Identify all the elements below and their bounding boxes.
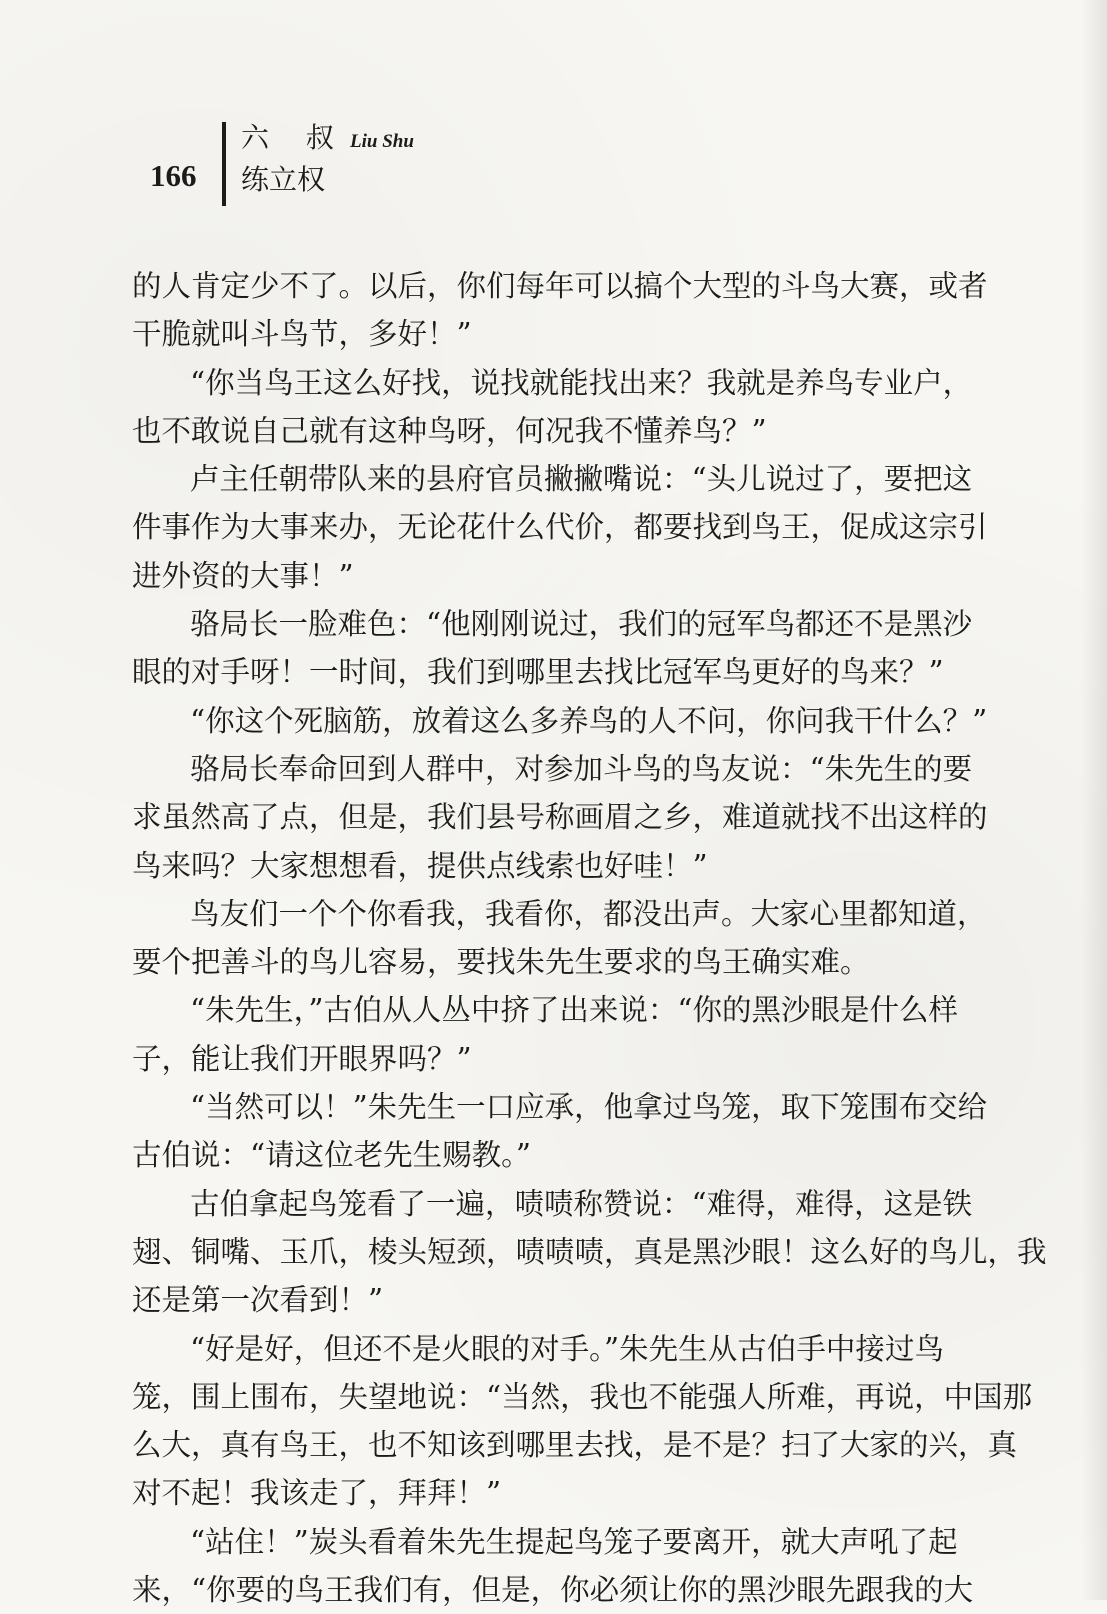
text-line: 鸟来吗？大家想想看，提供点线索也好哇！”	[132, 848, 708, 883]
text-line: 古伯说：“请这位老先生赐教。”	[132, 1138, 531, 1173]
text-line: 件事作为大事来办，无论花什么代价，都要找到鸟王，促成这宗引	[132, 510, 988, 545]
text-line: 还是第一次看到！”	[132, 1283, 384, 1318]
text-line: “你当鸟王这么好找，说找就能找出来？我就是养鸟专业户，	[190, 365, 973, 400]
text-line: 骆局长一脸难色：“他刚刚说过，我们的冠军鸟都还不是黑沙	[190, 607, 973, 642]
text-line: 鸟友们一个个你看我，我看你，都没出声。大家心里都知道，	[190, 896, 987, 931]
book-title: 六 叔	[241, 121, 348, 154]
body-text	[132, 262, 1047, 1614]
text-line: “当然可以！”朱先生一口应承，他拿过鸟笼，取下笼围布交给	[190, 1090, 988, 1125]
page-number: 166	[150, 158, 197, 193]
text-line: 的人肯定少不了。以后，你们每年可以搞个大型的斗鸟大赛，或者	[132, 269, 988, 303]
running-header	[150, 116, 490, 206]
text-line: 对不起！我该走了，拜拜！”	[132, 1476, 502, 1511]
text-line: 来，“你要的鸟王我们有，但是，你必须让你的黑沙眼先跟我的大	[132, 1573, 974, 1608]
text-line: 翅、铜嘴、玉爪，棱头短颈，啧啧啧，真是黑沙眼！这么好的鸟儿，我	[132, 1234, 1047, 1269]
text-line: 干脆就叫斗鸟节，多好！”	[132, 317, 472, 352]
text-line: 卢主任朝带队来的县府官员撇撇嘴说：“头儿说过了，要把这	[190, 462, 973, 497]
text-line: 古伯拿起鸟笼看了一遍，啧啧称赞说：“难得，难得，这是铁	[190, 1186, 973, 1221]
text-line: 进外资的大事！”	[132, 558, 354, 593]
text-line: 也不敢说自己就有这种鸟呀，何况我不懂养鸟？”	[132, 413, 767, 448]
text-line: 子，能让我们开眼界吗？”	[132, 1041, 472, 1076]
text-line: 要个把善斗的鸟儿容易，要找朱先生要求的鸟王确实难。	[132, 945, 870, 980]
text-line: “朱先生，”古伯从人丛中挤了出来说：“你的黑沙眼是什么样	[190, 993, 958, 1028]
header-divider	[222, 122, 226, 206]
text-line: 骆局长奉命回到人群中，对参加斗鸟的鸟友说：“朱先生的要	[190, 751, 973, 786]
text-line: “站住！”炭头看着朱先生提起鸟笼子要离开，就大声吼了起	[190, 1524, 958, 1559]
book-title-latin: Liu Shu	[350, 131, 414, 152]
text-line: 笼，围上围布，失望地说：“当然，我也不能强人所难，再说，中国那	[132, 1379, 1033, 1414]
text-line: “你这个死脑筋，放着这么多养鸟的人不问，你问我干什么？”	[190, 703, 988, 738]
text-line: 么大，真有鸟王，也不知该到哪里去找，是不是？扫了大家的兴，真	[132, 1428, 1018, 1463]
text-line: “好是好，但还不是火眼的对手。”朱先生从古伯手中接过鸟	[190, 1331, 944, 1366]
text-line: 求虽然高了点，但是，我们县号称画眉之乡，难道就找不出这样的	[132, 800, 988, 835]
author-name: 练立权	[241, 163, 326, 196]
page-edge-shadow	[1081, 0, 1107, 1600]
text-line: 眼的对手呀！一时间，我们到哪里去找比冠军鸟更好的鸟来？”	[132, 655, 944, 690]
